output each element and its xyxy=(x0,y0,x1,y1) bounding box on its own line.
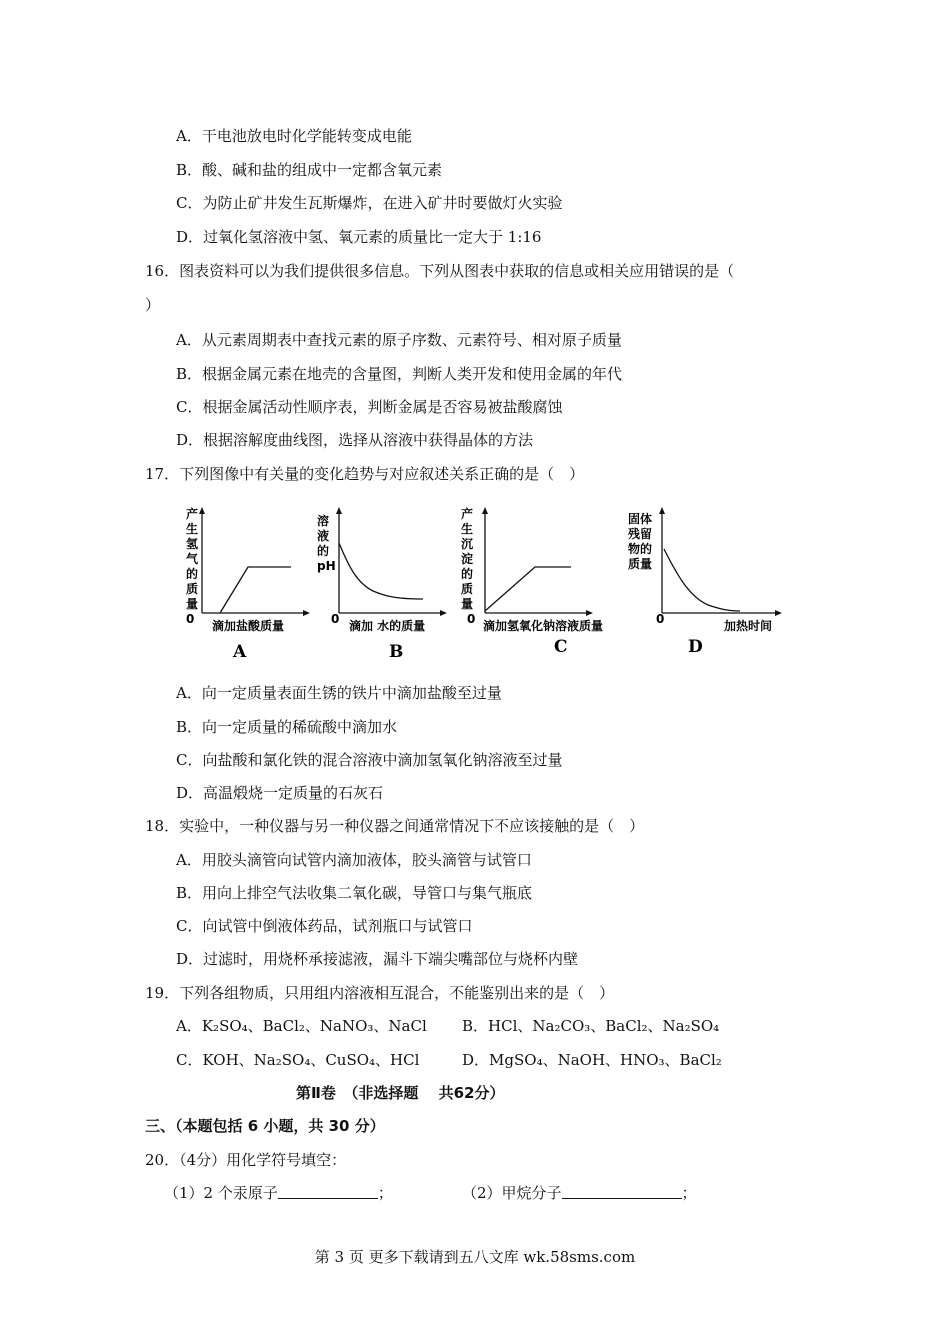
chart-a-ylabel-char: 氢 xyxy=(186,537,199,551)
q19-option-c-text: KOH、Na₂SO₄、CuSO₄、HCl xyxy=(202,1051,420,1069)
q15-option-d: D．过氧化氢溶液中氢、氧元素的质量比一定大于 1:16 xyxy=(176,228,542,246)
q19-option-c xyxy=(176,1050,419,1070)
q20-part2-label: （2）甲烷分子 xyxy=(462,1184,562,1202)
chart-b-y-label xyxy=(317,513,336,573)
chart-b-origin: 0 xyxy=(331,612,340,626)
q17-option-a: A．向一定质量表面生锈的铁片中滴加盐酸至过量 xyxy=(176,684,502,702)
q18-stem: 18．实验中，一种仪器与另一种仪器之间通常情况下不应该接触的是（ ） xyxy=(145,817,645,835)
chart-a-origin: 0 xyxy=(186,612,195,626)
chart-c-y-label xyxy=(461,506,473,611)
chart-d-ylabel-char: 质量 xyxy=(628,557,653,571)
chart-a-ylabel-char: 气 xyxy=(186,552,199,566)
chart-c-ylabel-char: 产 xyxy=(461,507,474,521)
q15-option-c: C．为防止矿井发生瓦斯爆炸，在进入矿井时要做灯火实验 xyxy=(176,194,563,212)
q20-part1-label: （1）2 个汞原子 xyxy=(164,1184,278,1202)
q19-option-b-label: B． xyxy=(462,1017,489,1035)
chart-b-curve xyxy=(339,543,423,599)
chart-b-letter: B xyxy=(389,642,404,662)
chart-d-ylabel-char: 物的 xyxy=(628,542,653,556)
q20-part2-answer-blank[interactable] xyxy=(562,1183,682,1199)
q19-option-b-text: HCl、Na₂CO₃、BaCl₂、Na₂SO₄ xyxy=(488,1017,720,1035)
chart-b-ylabel-char: 的 xyxy=(317,544,330,558)
q15-option-a: A．干电池放电时化学能转变成电能 xyxy=(176,127,412,145)
chart-a-ylabel-char: 生 xyxy=(186,522,199,536)
q19-option-a xyxy=(176,1016,427,1036)
q16-option-a: A．从元素周期表中查找元素的原子序数、元素符号、相对原子质量 xyxy=(176,331,622,349)
chart-d-x-arrow xyxy=(775,610,782,616)
chart-c-curve xyxy=(485,567,571,611)
chart-c-ylabel-char: 的 xyxy=(461,567,474,581)
chart-b-ylabel-char: 液 xyxy=(317,529,330,543)
q19-option-c-label: C． xyxy=(176,1051,203,1069)
chart-c-xlabel: 滴加氢氧化钠溶液质量 xyxy=(483,619,604,633)
q20-part2 xyxy=(462,1183,697,1203)
chart-b-figure xyxy=(315,505,450,660)
chart-d-figure xyxy=(628,505,793,660)
chart-d-origin: 0 xyxy=(656,612,665,626)
chart-d-xlabel: 加热时间 xyxy=(724,619,773,633)
chart-c-ylabel-char: 量 xyxy=(461,597,474,611)
chart-d-letter: D xyxy=(688,637,703,657)
chart-c-ylabel-char: 沉 xyxy=(461,537,474,551)
q16-option-b: B．根据金属元素在地壳的含量图，判断人类开发和使用金属的年代 xyxy=(176,365,623,383)
q16-option-c: C．根据金属活动性顺序表，判断金属是否容易被盐酸腐蚀 xyxy=(176,398,563,416)
q20-part1 xyxy=(164,1183,393,1203)
chart-a-ylabel-char: 产 xyxy=(186,507,199,521)
q16-stem-line2: ） xyxy=(145,296,161,314)
q20-part1-end: ； xyxy=(377,1184,393,1202)
chart-c-ylabel-char: 淀 xyxy=(461,552,474,566)
q20-part2-end: ； xyxy=(681,1184,697,1202)
chart-c-ylabel-char: 质 xyxy=(461,582,474,596)
section-title: 第Ⅱ卷 （非选择题 共62分） xyxy=(296,1084,505,1102)
q19-option-a-text: K₂SO₄、BaCl₂、NaNO₃、NaCl xyxy=(201,1017,427,1035)
chart-a-curve xyxy=(220,567,291,613)
chart-a-y-arrow xyxy=(199,507,205,514)
q19-option-d-label: D． xyxy=(462,1051,490,1069)
chart-d-curve xyxy=(664,549,740,611)
chart-c-y-arrow xyxy=(482,507,488,514)
chart-a-figure xyxy=(178,505,308,660)
chart-c-figure xyxy=(459,505,644,660)
q19-option-d-text: MgSO₄、NaOH、HNO₃、BaCl₂ xyxy=(489,1051,722,1069)
chart-a-x-arrow xyxy=(303,610,310,616)
section-three-heading: 三、（本题包括 6 小题，共 30 分） xyxy=(145,1117,385,1135)
chart-c-x-arrow xyxy=(586,610,593,616)
chart-d-ylabel-char: 残留 xyxy=(628,527,653,541)
chart-d-y-arrow xyxy=(659,507,665,514)
chart-b-x-arrow xyxy=(440,610,447,616)
chart-d xyxy=(628,505,793,664)
q16-stem-line1: 16．图表资料可以为我们提供很多信息。下列从图表中获取的信息或相关应用错误的是（ xyxy=(145,262,735,280)
q17-option-b: B．向一定质量的稀硫酸中滴加水 xyxy=(176,718,398,736)
q20-stem: 20．（4分）用化学符号填空： xyxy=(145,1151,347,1169)
chart-d-ylabel-char: 固体 xyxy=(628,512,653,526)
q15-option-b: B．酸、碱和盐的组成中一定都含氧元素 xyxy=(176,161,443,179)
chart-a-letter: A xyxy=(233,642,247,662)
q17-stem: 17．下列图像中有关量的变化趋势与对应叙述关系正确的是（ ） xyxy=(145,465,585,483)
q20-part1-answer-blank[interactable] xyxy=(278,1183,378,1199)
q18-option-d: D．过滤时，用烧杯承接滤液，漏斗下端尖嘴部位与烧杯内壁 xyxy=(176,950,579,968)
chart-b-ylabel-char: pH xyxy=(317,559,336,573)
q19-option-b xyxy=(462,1016,719,1036)
q17-option-c: C．向盐酸和氯化铁的混合溶液中滴加氢氧化钠溶液至过量 xyxy=(176,751,563,769)
q16-option-d: D．根据溶解度曲线图，选择从溶液中获得晶体的方法 xyxy=(176,431,534,449)
chart-a-y-label xyxy=(186,506,199,611)
chart-a-ylabel-char: 量 xyxy=(186,597,199,611)
q18-option-c: C．向试管中倒液体药品，试剂瓶口与试管口 xyxy=(176,917,473,935)
chart-b-xlabel: 滴加 水的质量 xyxy=(349,619,426,633)
chart-a-ylabel-char: 的 xyxy=(186,567,199,581)
chart-c-letter: C xyxy=(554,637,568,657)
chart-c xyxy=(459,505,644,664)
chart-b-ylabel-char: 溶 xyxy=(317,514,330,528)
q18-option-b: B．用向上排空气法收集二氧化碳，导管口与集气瓶底 xyxy=(176,884,533,902)
page-footer: 第 3 页 更多下载请到五八文库 wk.58sms.com xyxy=(314,1248,636,1266)
q18-option-a: A．用胶头滴管向试管内滴加液体，胶头滴管与试管口 xyxy=(176,851,532,869)
chart-a-xlabel: 滴加盐酸质量 xyxy=(212,619,285,633)
chart-b xyxy=(315,505,450,664)
chart-c-origin: 0 xyxy=(467,612,476,626)
chart-d-y-label xyxy=(628,511,652,571)
chart-a xyxy=(178,505,308,664)
chart-c-ylabel-char: 生 xyxy=(461,522,474,536)
q19-option-d xyxy=(462,1050,722,1070)
chart-a-ylabel-char: 质 xyxy=(186,582,199,596)
q19-stem: 19．下列各组物质，只用组内溶液相互混合，不能鉴别出来的是（ ） xyxy=(145,984,615,1002)
q17-option-d: D．高温煅烧一定质量的石灰石 xyxy=(176,784,384,802)
q19-option-a-label: A． xyxy=(176,1017,202,1035)
chart-b-y-arrow xyxy=(336,507,342,514)
